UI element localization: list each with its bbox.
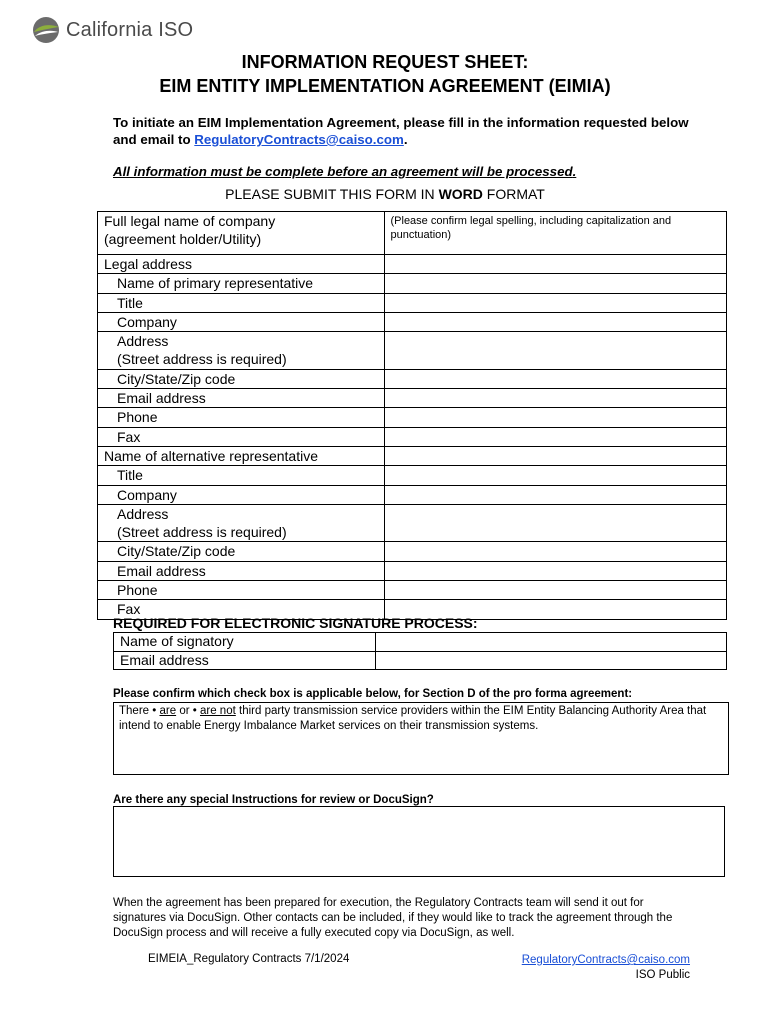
alt-rep-label: Name of alternative representative — [98, 446, 385, 465]
special-instructions-box[interactable] — [113, 806, 725, 877]
section-d-are: are — [159, 705, 177, 717]
company-label-line-1: Full legal name of company — [104, 213, 276, 229]
entity-info-table — [97, 211, 727, 620]
primary-rep-label: Name of primary representative — [98, 274, 385, 293]
company-name-field[interactable] — [384, 212, 727, 255]
alt-address-text: Address — [117, 505, 169, 522]
primary-fax-label: Fax — [98, 427, 385, 446]
alt-email-field[interactable] — [384, 561, 727, 580]
footer-email-link[interactable]: RegulatoryContracts@caiso.com — [521, 954, 690, 966]
primary-phone-label: Phone — [98, 408, 385, 427]
alt-title-field[interactable] — [384, 466, 727, 485]
signatory-name-label: Name of signatory — [114, 633, 376, 652]
signatory-name-field[interactable] — [376, 633, 727, 652]
completeness-notice — [113, 164, 576, 179]
primary-address-field[interactable] — [384, 332, 727, 370]
primary-address-label — [98, 332, 385, 370]
primary-title-field[interactable] — [384, 293, 727, 312]
footer-document-id: EIMEIA_Regulatory Contracts 7/1/2024 — [148, 953, 350, 965]
primary-phone-field[interactable] — [384, 408, 727, 427]
primary-email-field[interactable] — [384, 389, 727, 408]
primary-address-text: Address — [117, 333, 169, 350]
caiso-logo-mark-icon — [32, 16, 60, 44]
footer-right — [522, 953, 690, 983]
completeness-period: . — [572, 164, 577, 179]
closing-paragraph: When the agreement has been prepared for execution, the Regulatory Contracts team will send it out for signatures via DocuSign. Other contacts can be included, if they would like to track the agreement through the DocuSign process and will receive a fully executed copy via DocuSign, as well. — [113, 897, 673, 939]
intro-text: To initiate an EIM Implementation Agreement, please fill in the information requested below and email to — [113, 115, 689, 147]
primary-fax-field[interactable] — [384, 427, 727, 446]
primary-company-field[interactable] — [384, 312, 727, 331]
primary-company-label: Company — [98, 312, 385, 331]
submit-word: WORD — [438, 186, 483, 202]
page-title-line-2: EIM ENTITY IMPLEMENTATION AGREEMENT (EIMIA) — [159, 76, 611, 96]
company-name-label — [98, 212, 385, 255]
alt-address-field[interactable] — [384, 504, 727, 542]
section-d-rest: third party transmission service providers within the EIM Entity Balancing Authority Area that intend to enable Energy Imbalance Market services on their transmission systems. — [119, 705, 707, 732]
alt-rep-field[interactable] — [384, 446, 727, 465]
alt-address-label — [98, 504, 385, 542]
primary-rep-field[interactable] — [384, 274, 727, 293]
primary-email-label: Email address — [98, 389, 385, 408]
intro-paragraph — [113, 114, 693, 148]
alt-fax-label: Fax — [98, 600, 385, 619]
special-instructions-question: Are there any special Instructions for review or DocuSign? — [113, 794, 434, 806]
company-label-line-2: (agreement holder/Utility) — [104, 231, 262, 248]
company-name-note: (Please confirm legal spelling, including capitalization and punctuation) — [390, 215, 672, 241]
page-title-line-1: INFORMATION REQUEST SHEET: — [241, 52, 529, 72]
primary-street-note: (Street address is required) — [117, 351, 287, 368]
intro-email-link[interactable]: RegulatoryContracts@caiso.com — [194, 132, 404, 147]
primary-title-label: Title — [98, 293, 385, 312]
alt-title-label: Title — [98, 466, 385, 485]
legal-address-field[interactable] — [384, 255, 727, 274]
are-not-checkbox[interactable]: • — [192, 705, 197, 717]
section-d-are-not: are not — [199, 705, 236, 717]
alt-company-field[interactable] — [384, 485, 727, 504]
alt-phone-label: Phone — [98, 581, 385, 600]
section-d-question: Please confirm which check box is applicable below, for Section D of the pro forma agreement: — [113, 688, 633, 700]
footer-classification: ISO Public — [635, 969, 690, 981]
signatory-email-label: Email address — [114, 651, 376, 670]
section-d-there: There — [119, 705, 150, 717]
signatory-email-field[interactable] — [376, 651, 727, 670]
alt-email-label: Email address — [98, 561, 385, 580]
signature-table — [113, 632, 727, 670]
primary-city-label: City/State/Zip code — [98, 369, 385, 388]
section-d-or: or — [179, 705, 190, 717]
alt-phone-field[interactable] — [384, 581, 727, 600]
alt-company-label: Company — [98, 485, 385, 504]
are-checkbox[interactable]: • — [152, 705, 157, 717]
signature-heading: REQUIRED FOR ELECTRONIC SIGNATURE PROCESS: — [113, 615, 478, 631]
alt-street-note: (Street address is required) — [117, 524, 287, 541]
caiso-logo — [32, 16, 193, 44]
legal-address-label: Legal address — [98, 255, 385, 274]
primary-city-field[interactable] — [384, 369, 727, 388]
completeness-text: All information must be complete before an agreement will be processed — [113, 164, 573, 179]
submit-after: FORMAT — [486, 186, 545, 202]
submit-format-notice — [0, 186, 770, 202]
alt-city-field[interactable] — [384, 542, 727, 561]
section-d-box — [113, 702, 729, 775]
submit-before: PLEASE SUBMIT THIS FORM IN — [225, 186, 435, 202]
intro-after: . — [403, 132, 408, 147]
alt-city-label: City/State/Zip code — [98, 542, 385, 561]
logo-text: California ISO — [66, 18, 194, 41]
